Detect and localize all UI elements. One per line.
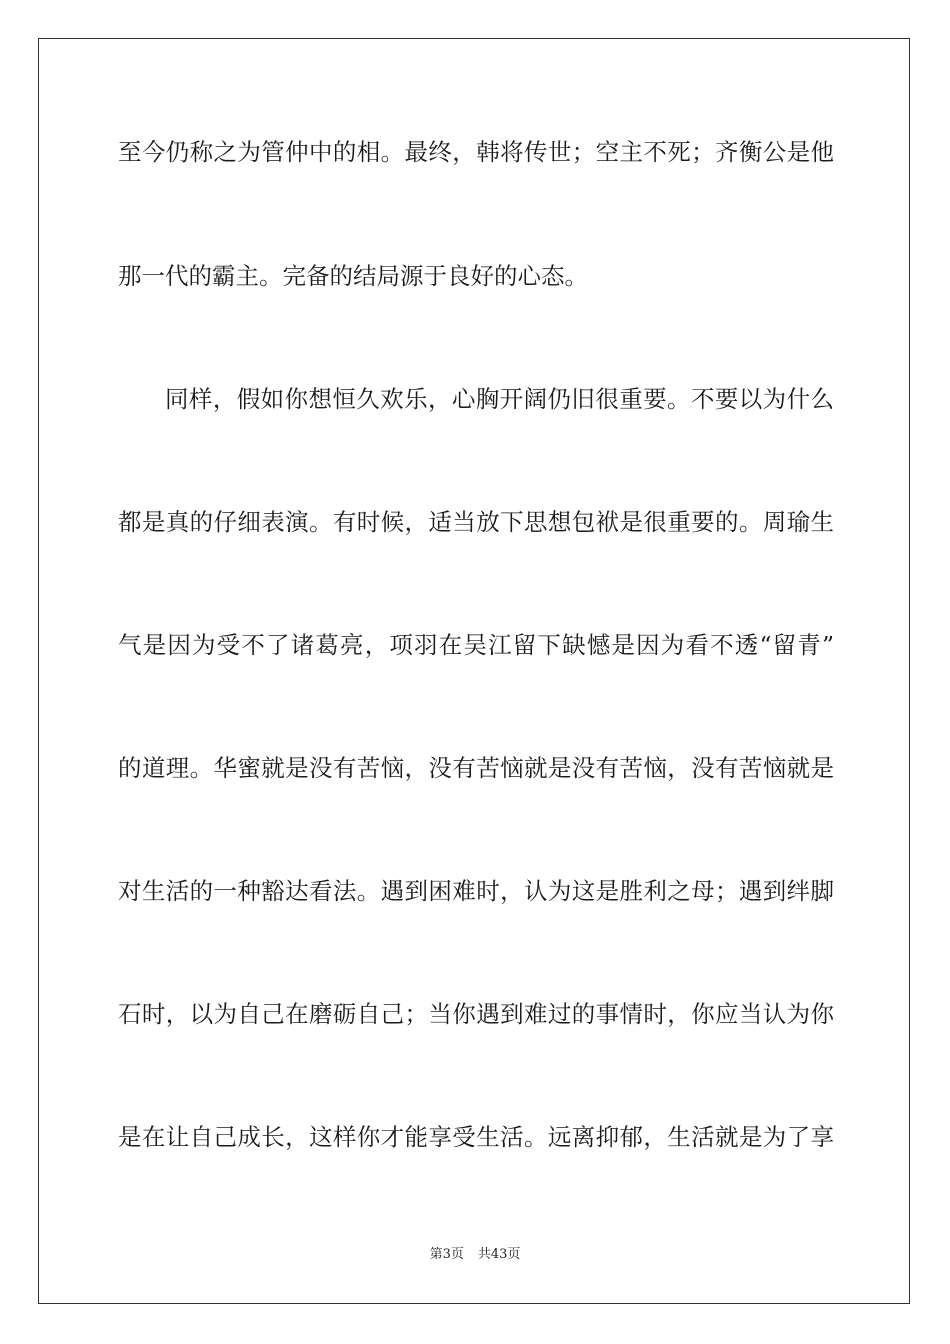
page-number: 第3页	[429, 1247, 464, 1262]
page-footer	[0, 1246, 950, 1264]
text-line-8: 石时，以为自己在磨砺自己；当你遇到难过的事情时，你应当认为你	[118, 1000, 834, 1028]
text-line-5: 气是因为受不了诸葛亮，项羽在吴江留下缺憾是因为看不透“留青”	[118, 631, 834, 659]
text-line-6: 的道理。华蜜就是没有苦恼，没有苦恼就是没有苦恼，没有苦恼就是	[118, 754, 834, 782]
page-border	[38, 38, 910, 1304]
text-line-3: 同样，假如你想恒久欢乐，心胸开阔仍旧很重要。不要以为什么	[165, 385, 834, 413]
text-line-4: 都是真的仔细表演。有时候，适当放下思想包袱是很重要的。周瑜生	[118, 508, 834, 536]
text-line-7: 对生活的一种豁达看法。遇到困难时，认为这是胜利之母；遇到绊脚	[118, 877, 834, 905]
text-line-2: 那一代的霸主。完备的结局源于良好的心态。	[118, 262, 588, 290]
page-total: 共43页	[477, 1247, 521, 1262]
text-line-9: 是在让自己成长，这样你才能享受生活。远离抑郁，生活就是为了享	[118, 1123, 834, 1151]
text-line-1: 至今仍称之为管仲中的相。最终，韩将传世；空主不死；齐衡公是他	[118, 138, 834, 166]
